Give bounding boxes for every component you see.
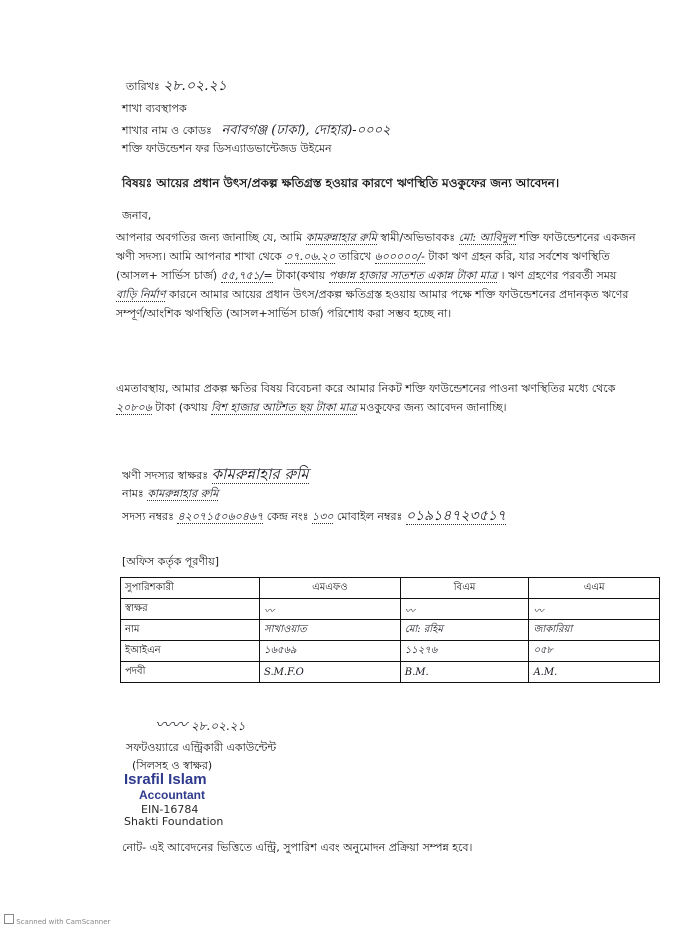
balance-field: ৫৫,৭৫১/= [220, 269, 273, 282]
p2-text-b: টাকা (কথায় [155, 401, 208, 414]
date-label: তারিখঃ [126, 80, 160, 93]
org-line: শক্তি ফাউন্ডেশন ফর ডিসএ্যাডভান্টেজড উইমেন [122, 142, 332, 155]
scanner-watermark [4, 914, 110, 926]
member-signature: কামরুন্নাহার রুমি [211, 465, 309, 483]
cell: ১৬৫৬৯ [260, 641, 401, 662]
cell: A.M. [529, 662, 660, 683]
member-name: কামরুন্নাহার রুমি [147, 487, 219, 500]
accountant-sig-date: ২৮.০২.২১ [190, 719, 246, 733]
member-ids-row [122, 504, 506, 528]
cell: সাখাওয়াত [260, 620, 401, 641]
table-row [121, 641, 660, 662]
body-paragraph-2 [116, 379, 636, 417]
stamp-org: Shakti Foundation [124, 815, 224, 828]
balance-words-field: পঞ্চান্ন হাজার সাতশত একান্ন টাকা মাত্র [328, 269, 498, 282]
stamp-role: Accountant [139, 788, 205, 802]
salutation: জনাব, [122, 209, 152, 222]
accountant-title: সফটওয়্যারে এন্ট্রিকারী একাউন্টেন্ট [126, 741, 277, 754]
table-header-row [121, 578, 660, 599]
waiver-words-field: বিশ হাজার আটশত ছয় টাকা মাত্র [211, 401, 357, 414]
signature-mark: 〰 [404, 605, 415, 617]
accountant-signature [155, 712, 245, 738]
cell: মো: রহিম [400, 620, 529, 641]
cell: ১১২৭৬ [400, 641, 529, 662]
footer-note: নোট- এই আবেদনের ভিত্তিতে এন্ট্রি, সুপারিশ এবং অনুমোদন প্রক্রিয়া সম্পন্ন হবে। [122, 841, 473, 854]
p1-text-f: টাকা(কথায় [276, 269, 326, 282]
cell: B.M. [400, 662, 529, 683]
mobile-label: মোবাইল নম্বরঃ [336, 510, 403, 523]
branch-label: শাখার নাম ও কোডঃ [122, 124, 212, 137]
table-row [121, 662, 660, 683]
date-value: ২৮.০২.২১ [163, 78, 227, 94]
accountant-subtitle: (সিলসহ ও স্বাক্ষর) [132, 759, 213, 772]
p2-text-c: মওকুফের জন্য আবেদন জানাচ্ছি। [360, 401, 507, 414]
p2-text-a: এমতাবস্থায়, আমার প্রকল্প ক্ষতির বিষয় বিবেচনা করে আমার নিকট শক্তি ফাউন্ডেশনের পাওনা ঋণস্থিতির মধ্যে থেকে [116, 382, 616, 395]
camscanner-icon [4, 914, 14, 924]
accountant-sign-mark: 〰〰 [155, 715, 188, 734]
p1-text-a: আপনার অবগতির জন্য জানাচ্ছি যে, আমি [116, 231, 303, 244]
cell: জাকারিয়া [529, 620, 660, 641]
p1-text-d: তারিখে [338, 250, 372, 263]
member-name-label: নামঃ [122, 487, 144, 500]
date-row [126, 74, 227, 98]
office-title: [অফিস কর্তৃক পূরণীয়] [122, 555, 219, 568]
header-recommender: সুপারিশকারী [121, 578, 260, 599]
signature-cell [529, 599, 660, 620]
scanner-text: Scanned with CamScanner [16, 918, 111, 926]
recommendation-table [120, 577, 660, 683]
p1-text-h: কারনে আমার আয়ের প্রধান উৎস/প্রকল্প ক্ষতিগ্রস্ত হওয়ায় আমার পক্ষে শক্তি ফাউন্ডেশনের প্রদানকৃত ঋণের সম্পূর্ণ/আংশিক ঋণস্থিতি (আসল+সার্ভিস চার্জ) পরিশোধ করা সম্ভব হচ্ছে না। [116, 288, 629, 320]
signature-cell [400, 599, 529, 620]
member-signature-label: ঋণী সদস্যর স্বাক্ষরঃ [122, 469, 209, 482]
row-label: পদবী [121, 662, 260, 683]
guardian-field: মো: আবিদুল [458, 231, 516, 244]
member-name-field: কামরুন্নাহার রুমি [305, 231, 377, 244]
table-row [121, 599, 660, 620]
p1-text-g: । ঋণ গ্রহণের পরবর্তী সময় [500, 269, 617, 282]
branch-value: নবাবগঞ্জ (ঢাকা), দোহার)-০০০২ [221, 123, 391, 138]
row-label: স্বাক্ষর [121, 599, 260, 620]
loan-amount-field: ৬০০০০০/- [374, 250, 425, 263]
subject: বিষয়ঃ আয়ের প্রধান উৎস/প্রকল্প ক্ষতিগ্রস্ত হওয়ার কারণে ঋণস্থিতি মওকুফের জন্য আবেদন। [122, 176, 560, 190]
stamp-ein: EIN-16784 [141, 803, 199, 816]
body-paragraph-1 [116, 228, 636, 323]
loan-date-field: ০৭.০৬.২০ [285, 250, 336, 263]
cell: S.M.F.O [260, 662, 401, 683]
p1-text-b: স্বামী/অভিভাবকঃ [380, 231, 456, 244]
table-row [121, 620, 660, 641]
center-no: ১৩০ [311, 510, 334, 523]
cell: ০৫৮ [529, 641, 660, 662]
p1-text-e: টাকা ঋণ গ্রহন করি, যার সর্বশেষ ঋণস্থিতি (আসল+ সার্ভিস চার্জ) [116, 250, 610, 282]
manager-label: শাখা ব্যবস্থাপক [122, 102, 187, 115]
row-label: ইআইএন [121, 641, 260, 662]
waiver-amount-field: ২০৮০৬ [116, 401, 152, 414]
member-no-label: সদস্য নম্বরঃ [122, 510, 174, 523]
mobile-no: ০১৯১৪৭২৩৫১৭ [405, 508, 506, 524]
signature-cell [260, 599, 401, 620]
member-name-row [122, 485, 218, 504]
reason-field: বাড়ি নির্মাণ [116, 288, 166, 301]
stamp-name: Israfil Islam [124, 771, 207, 788]
row-label: নাম [121, 620, 260, 641]
member-no: ৪২০৭১৫০৬০৪৬৭ [177, 510, 264, 523]
header-bm: বিএম [400, 578, 529, 599]
header-mfo: এমএফও [260, 578, 401, 599]
header-am: এএম [529, 578, 660, 599]
signature-mark: 〰 [533, 605, 544, 617]
branch-row [122, 121, 391, 142]
signature-mark: 〰 [264, 605, 274, 617]
center-label: কেন্দ্র নংঃ [266, 510, 309, 523]
p1-text-c: শক্তি ফাউন্ডেশনের একজন ঋণী সদস্য। আমি আপনার শাখা থেকে [116, 231, 636, 263]
